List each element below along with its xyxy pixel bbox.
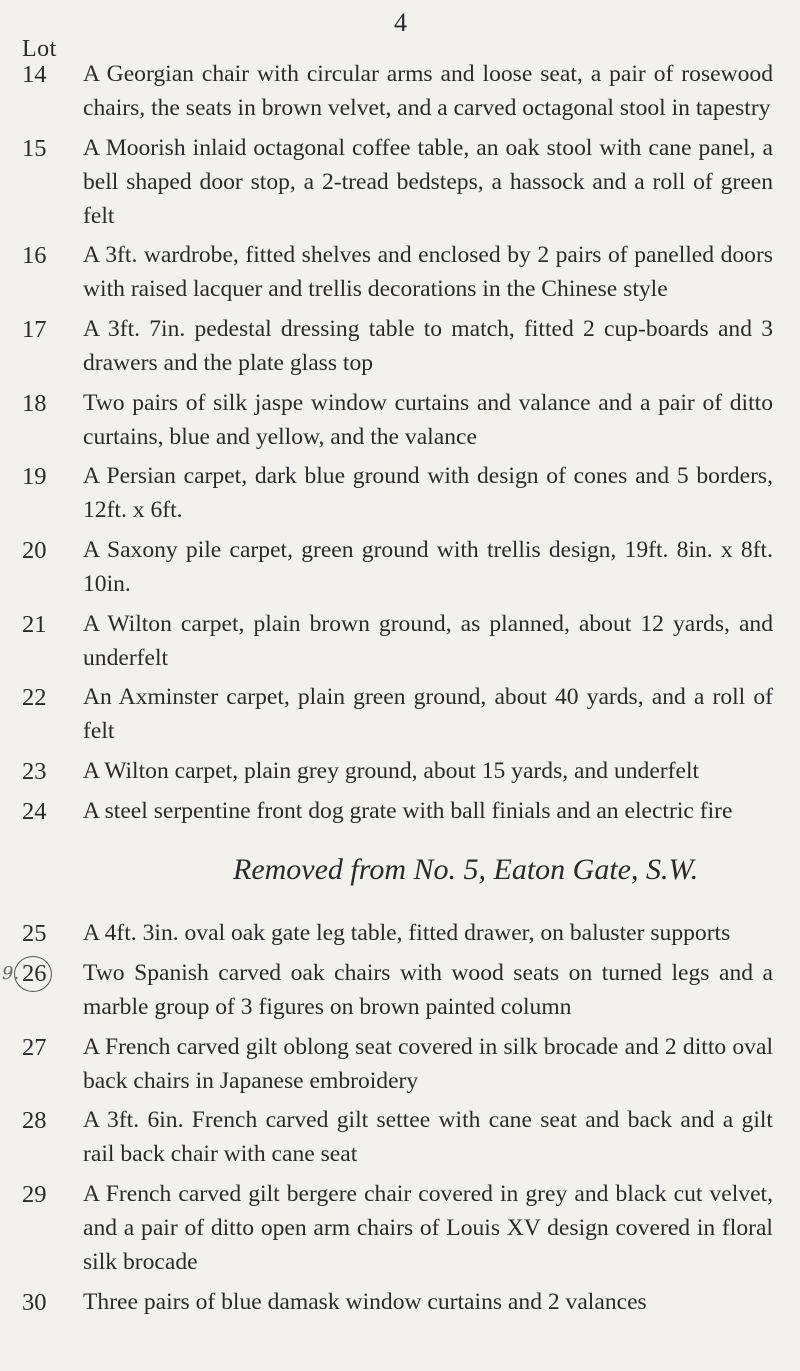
lot-description: A Georgian chair with circular arms and loose seat, a pair of rosewood chairs, the seats in brown velvet, and a carved octagonal stool in tapestry (83, 61, 773, 121)
lot-description: A 4ft. 3in. oval oak gate leg table, fitted drawer, on baluster supports (83, 920, 731, 947)
lot-number: 14 (22, 61, 47, 88)
lot-description: A Moorish inlaid octagonal coffee table, an oak stool with cane panel, a bell shaped door stop, a 2-tread bedsteps, a hassock and a roll of green felt (83, 134, 773, 229)
lot-column-header: Lot (22, 36, 57, 62)
lot-description: An Axminster carpet, plain green ground, about 40 yards, and a roll of felt (83, 684, 773, 745)
lot-number: 18 (22, 389, 47, 417)
lot-description: A 3ft. wardrobe, fitted shelves and enclosed by 2 pairs of panelled doors with raised lacquer and trellis decorations in the Chinese style (83, 242, 773, 303)
lot-description: A steel serpentine front dog grate with ball finials and an electric fire (83, 797, 733, 824)
lot-description: A Saxony pile carpet, green ground with trellis design, 19ft. 8in. x 8ft. 10in. (83, 536, 773, 597)
section-heading: Removed from No. 5, Eaton Gate, S.W. (233, 853, 699, 887)
lot-number: 17 (22, 315, 47, 343)
lot-number: 24 (22, 797, 47, 825)
lot-description: Two Spanish carved oak chairs with wood seats on turned legs and a marble group of 3 figures on brown painted column (83, 959, 773, 1020)
lot-number: 22 (22, 684, 47, 712)
lot-26-circle-mark (14, 956, 52, 992)
lot-number: 26 (22, 959, 47, 987)
lot-number: 29 (22, 1180, 47, 1208)
lot-number: 16 (22, 242, 47, 270)
lot-description: A Wilton carpet, plain brown ground, as planned, about 12 yards, and underfelt (83, 610, 773, 671)
lot-number: 27 (22, 1033, 47, 1061)
lot-description: Three pairs of blue damask window curtains and 2 valances (83, 1288, 647, 1315)
lot-number: 21 (22, 610, 47, 638)
lot-number: 30 (22, 1288, 47, 1316)
lot-description: A Persian carpet, dark blue ground with design of cones and 5 borders, 12ft. x 6ft. (83, 463, 773, 524)
lot-number: 25 (22, 920, 47, 948)
margin-annotation: 9. (2, 962, 20, 984)
lot-description: A French carved gilt oblong seat covered in silk brocade and 2 ditto oval back chairs in Japanese embroidery (83, 1033, 773, 1094)
lot-number: 15 (22, 134, 47, 162)
page-number: 4 (394, 8, 407, 37)
lot-description: A 3ft. 6in. French carved gilt settee with cane seat and back and a gilt rail back chair with cane seat (83, 1107, 773, 1168)
lot-description: A French carved gilt bergere chair covered in grey and black cut velvet, and a pair of ditto open arm chairs of Louis XV design covered in floral silk brocade (83, 1180, 773, 1275)
lot-description: A Wilton carpet, plain grey ground, about 15 yards, and underfelt (83, 757, 700, 784)
lot-number: 19 (22, 463, 47, 491)
lot-number: 28 (22, 1107, 47, 1135)
lot-description: A 3ft. 7in. pedestal dressing table to match, fitted 2 cup-boards and 3 drawers and the plate glass top (83, 315, 773, 376)
lot-description: Two pairs of silk jaspe window curtains and valance and a pair of ditto curtains, blue and yellow, and the valance (83, 389, 773, 450)
lot-number: 23 (22, 757, 47, 785)
lot-number: 20 (22, 536, 47, 564)
